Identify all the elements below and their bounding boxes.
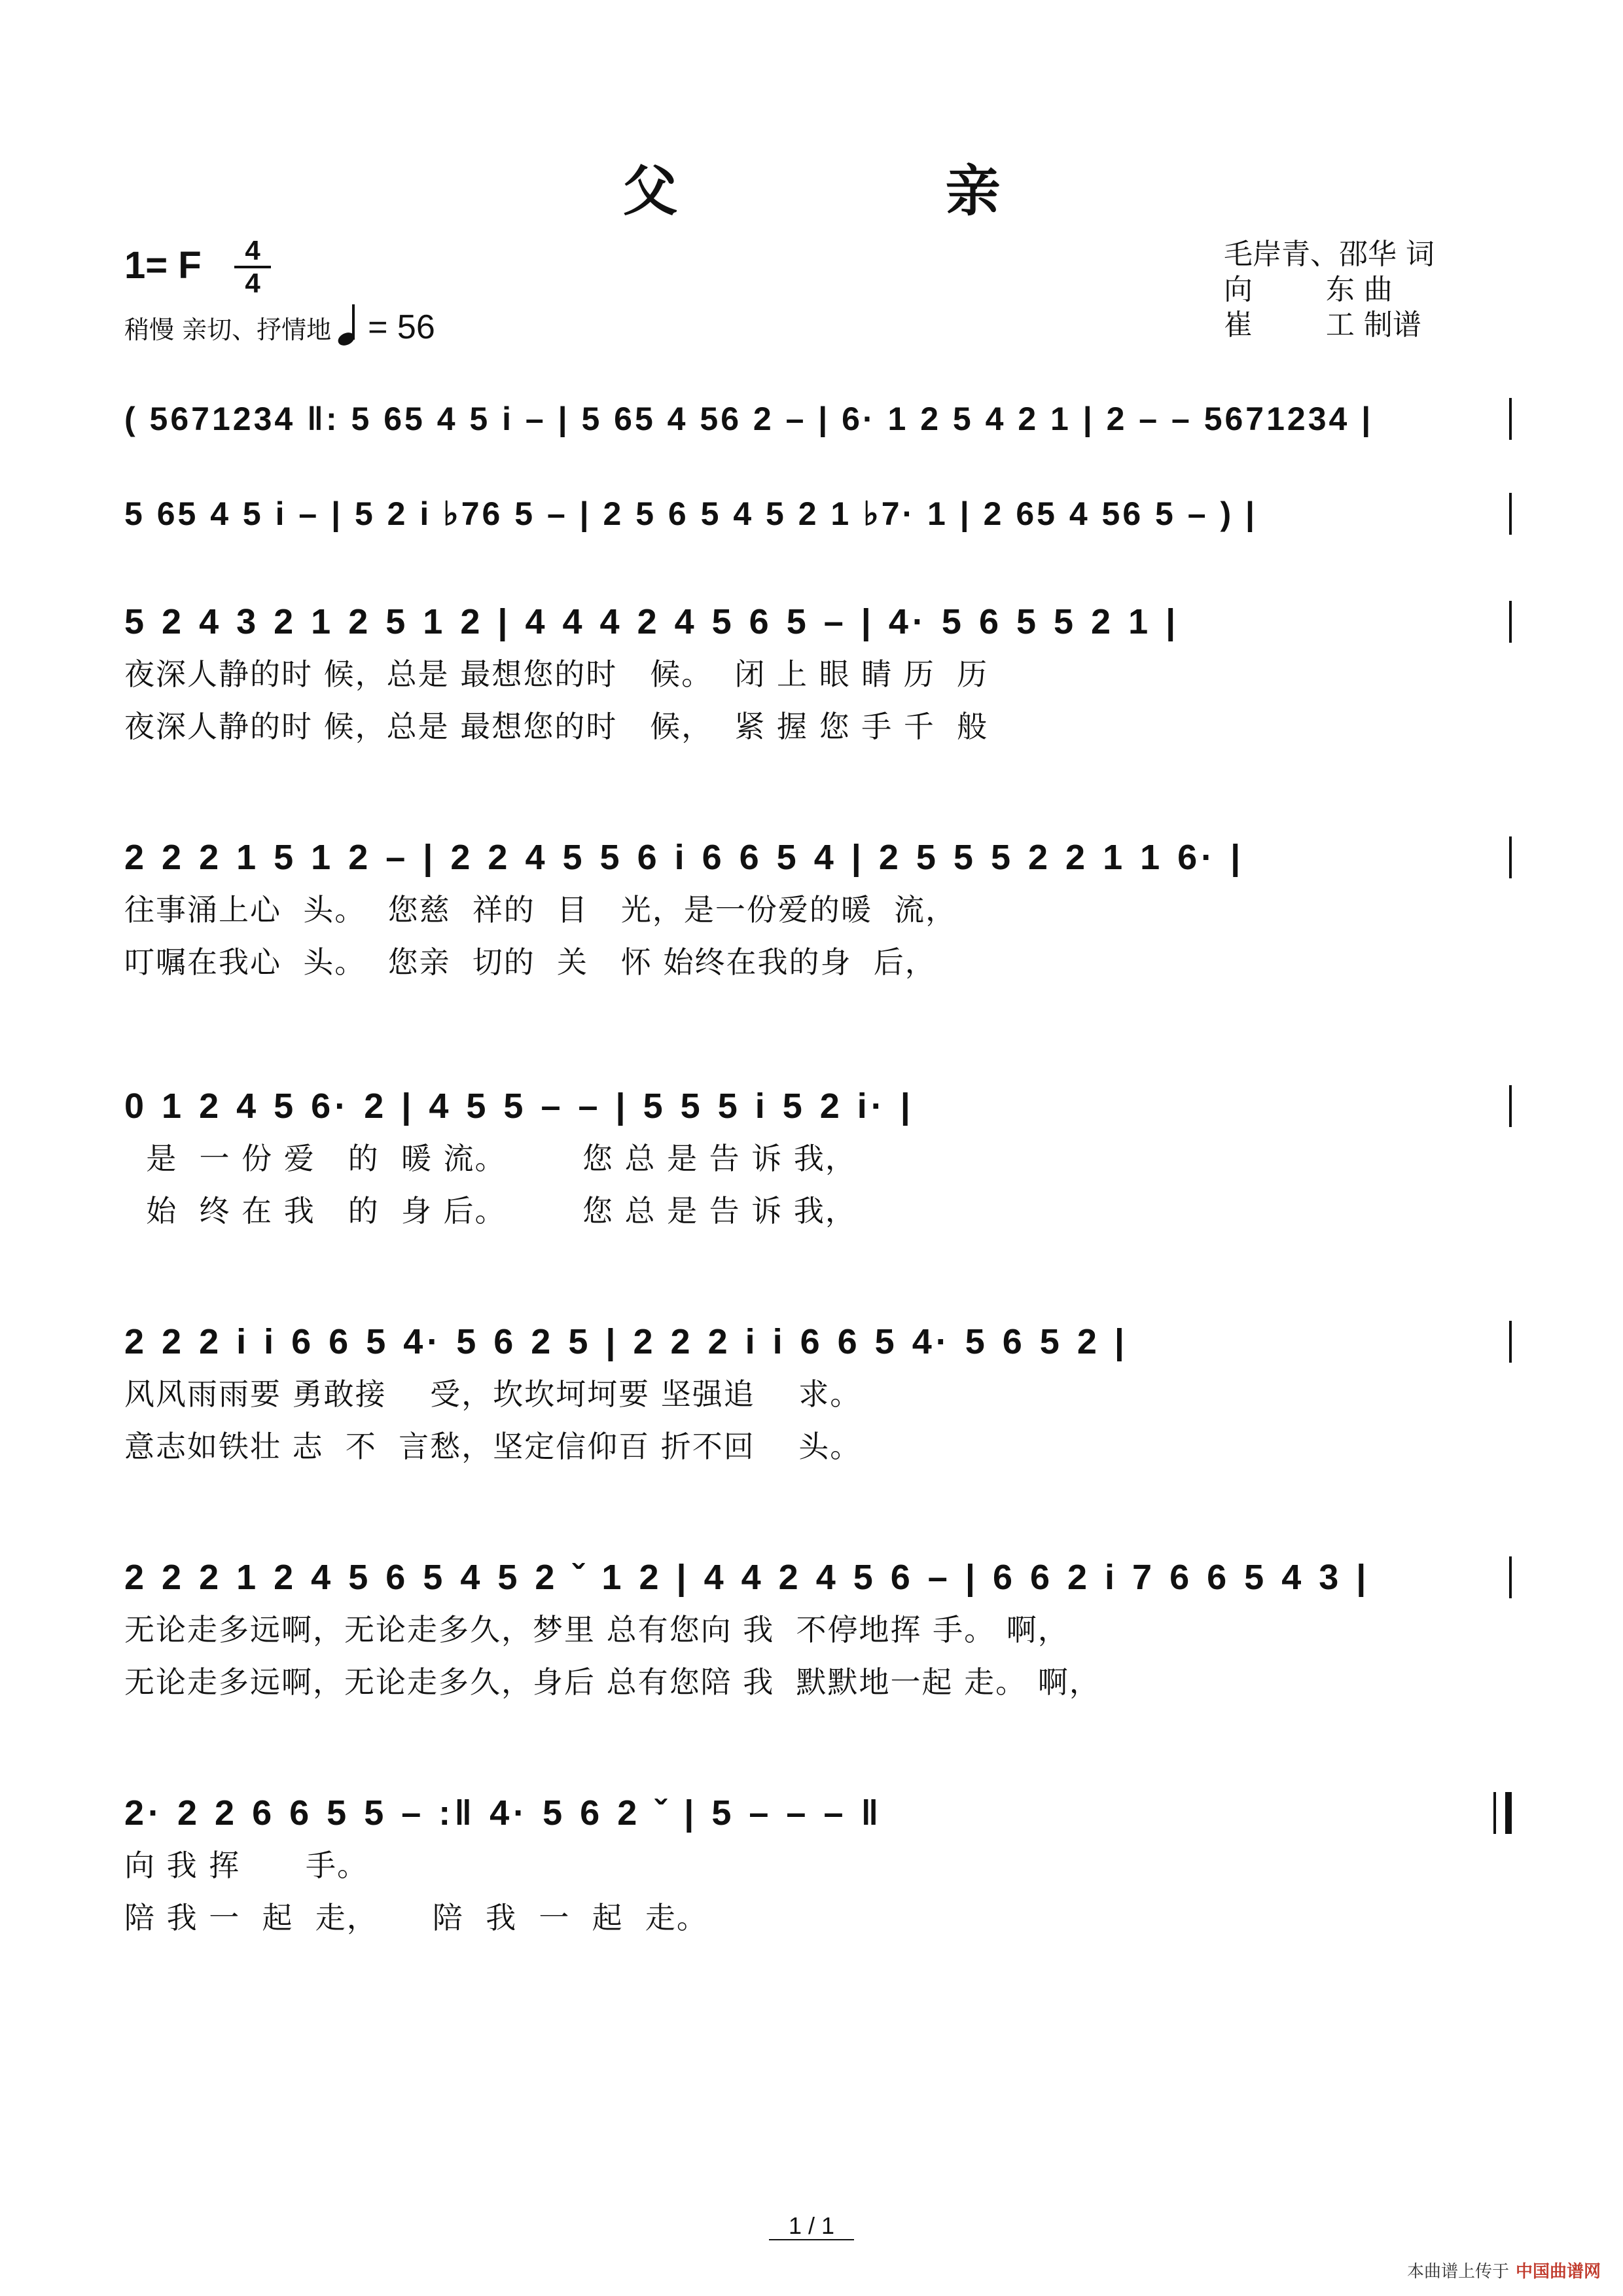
lyrics-verse-2: 叮嘱在我心 头。 您亲 切的 关 怀 始终在我的身 后， bbox=[124, 944, 936, 980]
notation-line: 0 1 2 4 5 6· 2 | 4 5 5 – – | 5 5 5 i 5 2 i· | bbox=[124, 1086, 914, 1126]
lyrics-verse-2: 始 终 在 我 的 身 后。 您 总 是 告 诉 我， bbox=[124, 1193, 857, 1229]
watermark-logo: 中国曲谱网 bbox=[1516, 2262, 1601, 2282]
watermark bbox=[1407, 2258, 1601, 2282]
notation-line: 5 2 4 3 2 1 2 5 1 2 | 4 4 4 2 4 5 6 5 – | 4· 5 6 5 5 2 1 | bbox=[124, 602, 1180, 641]
page-footer bbox=[0, 2212, 1623, 2240]
page-title: 父 亲 bbox=[622, 159, 1125, 223]
tempo-bpm: = 56 bbox=[368, 308, 435, 346]
watermark-text: 本曲谱上传于 bbox=[1407, 2262, 1510, 2282]
score-system-3 bbox=[124, 596, 1512, 753]
lyricist: 毛岸青、邵华 词 bbox=[1224, 238, 1435, 271]
barline bbox=[1509, 836, 1512, 878]
lyrics-verse-1: 夜深人静的时 候，总是 最想您的时 候。 闭 上 眼 睛 历 历 bbox=[124, 656, 989, 692]
credits bbox=[1224, 237, 1435, 343]
lyrics-verse-2: 夜深人静的时 候，总是 最想您的时 候， 紧 握 您 手 千 般 bbox=[124, 709, 989, 744]
lyrics-verse-2: 无论走多远啊，无论走多久，身后 总有您陪 我 默默地一起 走。 啊， bbox=[124, 1664, 1101, 1700]
lyrics-verse-1: 是 一 份 爱 的 暖 流。 您 总 是 告 诉 我， bbox=[124, 1141, 857, 1176]
score-system-4 bbox=[124, 831, 1512, 988]
key-signature: 1= F bbox=[124, 244, 202, 287]
time-signature-top: 4 bbox=[245, 235, 260, 266]
notation-line: ( 5671234 ‖: 5 65 4 5 i – | 5 65 4 56 2 – | 6· 1 2 5 4 2 1 | 2 – – 5671234 | bbox=[124, 401, 1374, 437]
score-system-2 bbox=[124, 488, 1512, 540]
notation-line: 2 2 2 1 5 1 2 – | 2 2 4 5 5 6 i 6 6 5 4 | 2 5 5 5 2 2 1 1 6· | bbox=[124, 838, 1245, 877]
time-signature bbox=[234, 237, 271, 297]
lyrics-verse-1: 往事涌上心 头。 您慈 祥的 目 光，是一份爱的暖 流， bbox=[124, 892, 957, 927]
lyrics-verse-2: 陪 我 一 起 走， 陪 我 一 起 走。 bbox=[124, 1900, 708, 1935]
arranger: 崔 工 制谱 bbox=[1224, 308, 1421, 342]
score-system-5 bbox=[124, 1080, 1512, 1237]
time-signature-bottom: 4 bbox=[245, 268, 260, 298]
tempo-marking bbox=[124, 308, 435, 347]
final-barline bbox=[1505, 1792, 1512, 1834]
score-system-7 bbox=[124, 1551, 1512, 1708]
lyrics-verse-1: 无论走多远啊，无论走多久，梦里 总有您向 我 不停地挥 手。 啊， bbox=[124, 1612, 1069, 1647]
quarter-note-icon bbox=[338, 308, 364, 345]
barline bbox=[1509, 601, 1512, 643]
tempo-text: 稍慢 亲切、抒情地 bbox=[124, 315, 332, 344]
composer: 向 东 曲 bbox=[1224, 273, 1393, 306]
notation-line: 2 2 2 i i 6 6 5 4· 5 6 2 5 | 2 2 2 i i 6 6 5 4· 5 6 5 2 | bbox=[124, 1322, 1128, 1361]
barline bbox=[1509, 1321, 1512, 1363]
page-number: 1 / 1 bbox=[769, 2212, 854, 2240]
score-system-1 bbox=[124, 393, 1512, 445]
lyrics-verse-1: 风风雨雨要 勇敢接 受，坎坎坷坷要 坚强追 求。 bbox=[124, 1376, 862, 1412]
lyrics-verse-1: 向 我 挥 手。 bbox=[124, 1848, 368, 1883]
score-system-8 bbox=[124, 1787, 1512, 1944]
notation-line: 5 65 4 5 i – | 5 2 i ♭76 5 – | 2 5 6 5 4 5 2 1 ♭7· 1 | 2 65 4 56 5 – ) | bbox=[124, 495, 1257, 532]
notation-line: 2· 2 2 6 6 5 5 – :‖ 4· 5 6 2 ˇ | 5 – – – ‖ bbox=[124, 1793, 883, 1833]
notation-line: 2 2 2 1 2 4 5 6 5 4 5 2 ˇ 1 2 | 4 4 2 4 5 6 – | 6 6 2 i 7 6 6 5 4 3 | bbox=[124, 1558, 1370, 1597]
barline bbox=[1509, 1556, 1512, 1598]
barline bbox=[1509, 493, 1512, 535]
barline bbox=[1509, 398, 1512, 440]
lyrics-verse-2: 意志如铁壮 志 不 言愁，坚定信仰百 折不回 头。 bbox=[124, 1429, 862, 1464]
barline bbox=[1509, 1085, 1512, 1127]
score-system-6 bbox=[124, 1316, 1512, 1473]
